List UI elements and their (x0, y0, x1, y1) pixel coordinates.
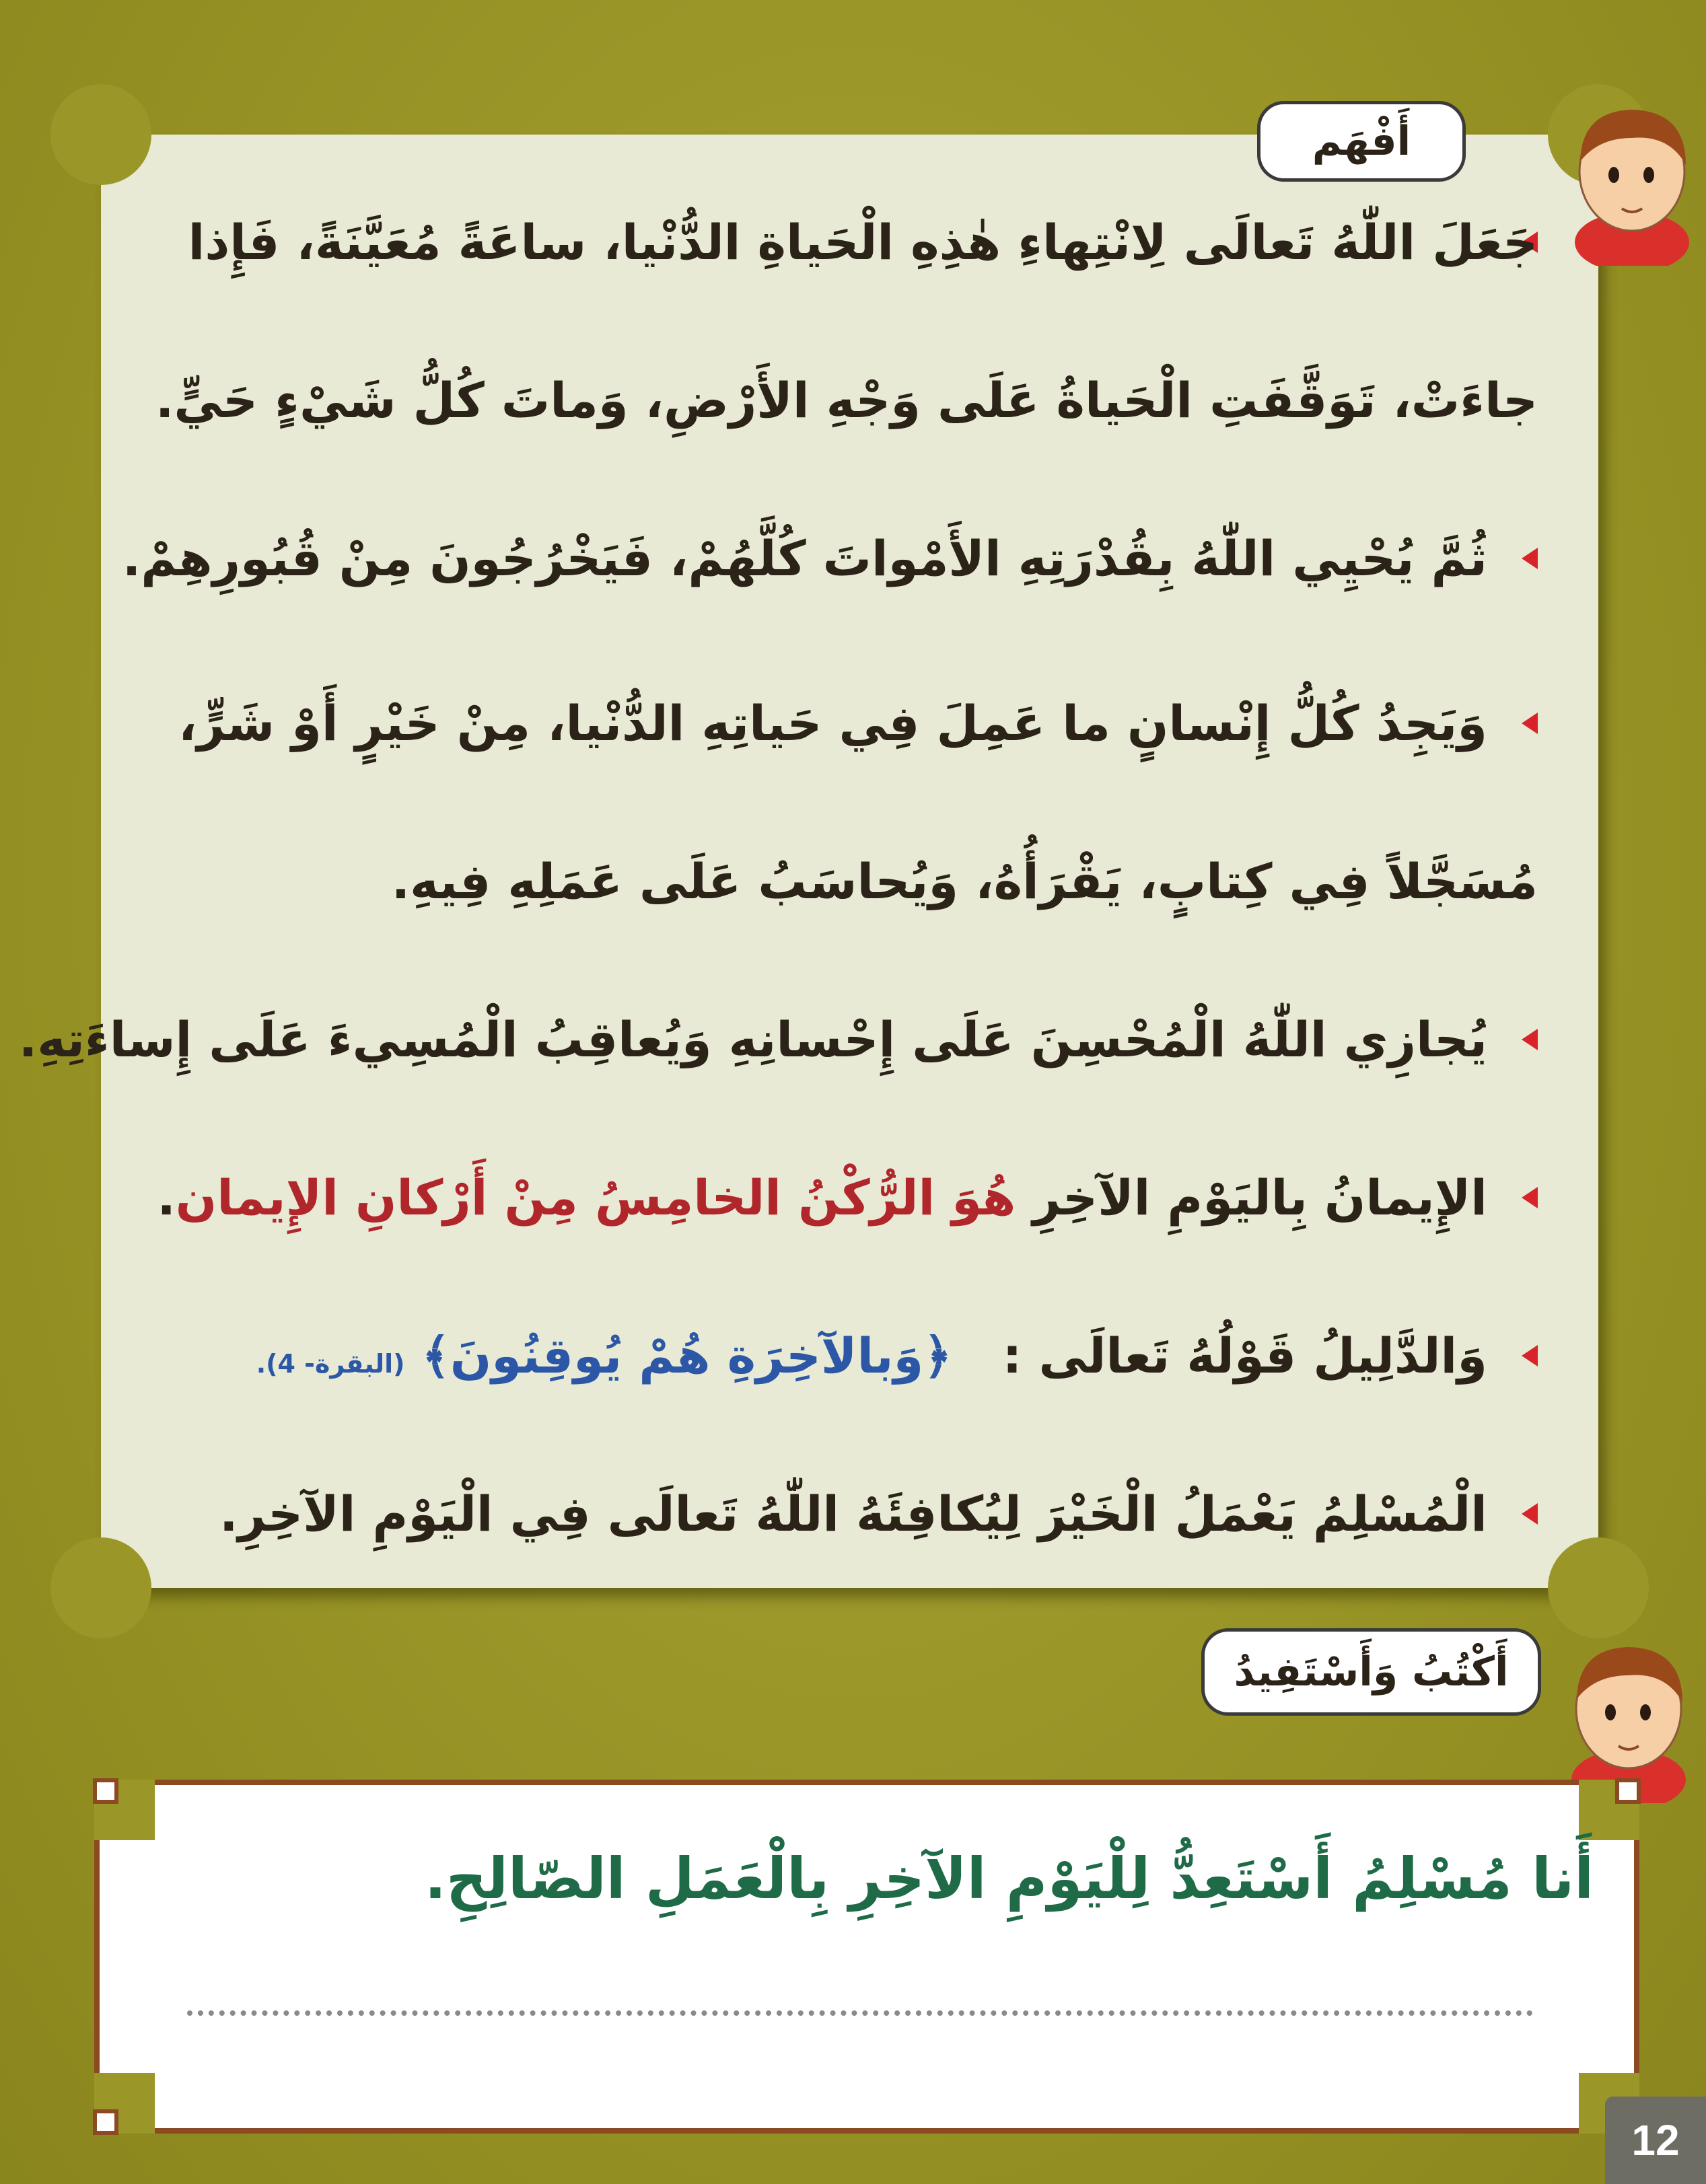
bullet-icon (1522, 1187, 1538, 1208)
bullet-icon (1522, 1503, 1538, 1525)
lesson-line-2: جاءَتْ، تَوَقَّفَتِ الْحَياةُ عَلَى وَجْهِ الأَرْضِ، وَماتَ كُلُّ شَيْءٍ حَيٍّ. (155, 372, 1538, 429)
page-number: 12 (1605, 2097, 1706, 2184)
lesson-line-1: جَعَلَ اللّٰهُ تَعالَى لِانْتِهاءِ هٰذِهِ الْحَياةِ الدُّنْيا، ساعَةً مُعَيَّنَةً، فَإِذا (188, 214, 1538, 270)
pillar-period: . (157, 1169, 176, 1226)
lesson-line-3: ثُمَّ يُحْيِي اللّٰهُ بِقُدْرَتِهِ الأَمْواتَ كُلَّهُمْ، فَيَخْرُجُونَ مِنْ قُبُورِهِمْ. (122, 530, 1487, 587)
corner-square-icon (93, 1778, 118, 1804)
lesson-line-9: الْمُسْلِمُ يَعْمَلُ الْخَيْرَ لِيُكافِئَهُ اللّٰهُ تَعالَى فِي الْيَوْمِ الآخِرِ. (219, 1486, 1487, 1542)
corner-square-icon (93, 2109, 118, 2135)
section-label-write: أَكْتُبُ وَأَسْتَفِيدُ (1234, 1648, 1509, 1696)
lesson-line-4: وَيَجِدُ كُلُّ إِنْسانٍ ما عَمِلَ فِي حَياتِهِ الدُّنْيا، مِنْ خَيْرٍ أَوْ شَرٍّ، (178, 695, 1487, 752)
bullet-icon (1522, 548, 1538, 569)
lesson-panel (18, 135, 1598, 1588)
lesson-line-6: يُجازِي اللّٰهُ الْمُحْسِنَ عَلَى إِحْسانِهِ وَيُعاقِبُ الْمُسِيءَ عَلَى إِساءَتِهِ. (18, 1011, 1487, 1068)
lesson-line-7 (128, 1154, 1487, 1241)
quran-verse: ﴿وَبالآخِرَةِ هُمْ يُوقِنُونَ﴾ (421, 1327, 952, 1384)
lesson-lines (18, 135, 1598, 1588)
model-sentence: أَنا مُسْلِمُ أَسْتَعِدُّ لِلْيَوْمِ الآخِرِ بِالْعَمَلِ الصّالِحِ. (424, 1846, 1594, 1912)
bullet-icon (1522, 1345, 1538, 1367)
pillar-highlight: هُوَ الرُّكْنُ الخامِسُ مِنْ أَرْكانِ الإِيمان (175, 1169, 1016, 1226)
boy-character-icon (1568, 98, 1696, 266)
writing-line[interactable] (187, 2010, 1533, 2016)
speech-bubble-write (1201, 1628, 1541, 1716)
corner-square-icon (1615, 1778, 1641, 1804)
verse-reference: (البقرة- 4). (256, 1349, 405, 1379)
lesson-line-5: مُسَجَّلاً فِي كِتابٍ، يَقْرَأُهُ، وَيُحاسَبُ عَلَى عَمَلِهِ فِيهِ. (391, 853, 1538, 910)
section-label-understand: أَفْهَم (1312, 118, 1411, 165)
bullet-icon (1522, 713, 1538, 734)
lesson-line-8 (128, 1312, 1487, 1399)
writing-practice-box (94, 1780, 1639, 2134)
bullet-icon (1522, 1029, 1538, 1050)
pillar-subject: الإِيمانُ بِاليَوْمِ الآخِرِ (1032, 1169, 1487, 1226)
speech-bubble-understand (1257, 101, 1466, 182)
evidence-intro: وَالدَّلِيلُ قَوْلُهُ تَعالَى : (1002, 1327, 1487, 1384)
